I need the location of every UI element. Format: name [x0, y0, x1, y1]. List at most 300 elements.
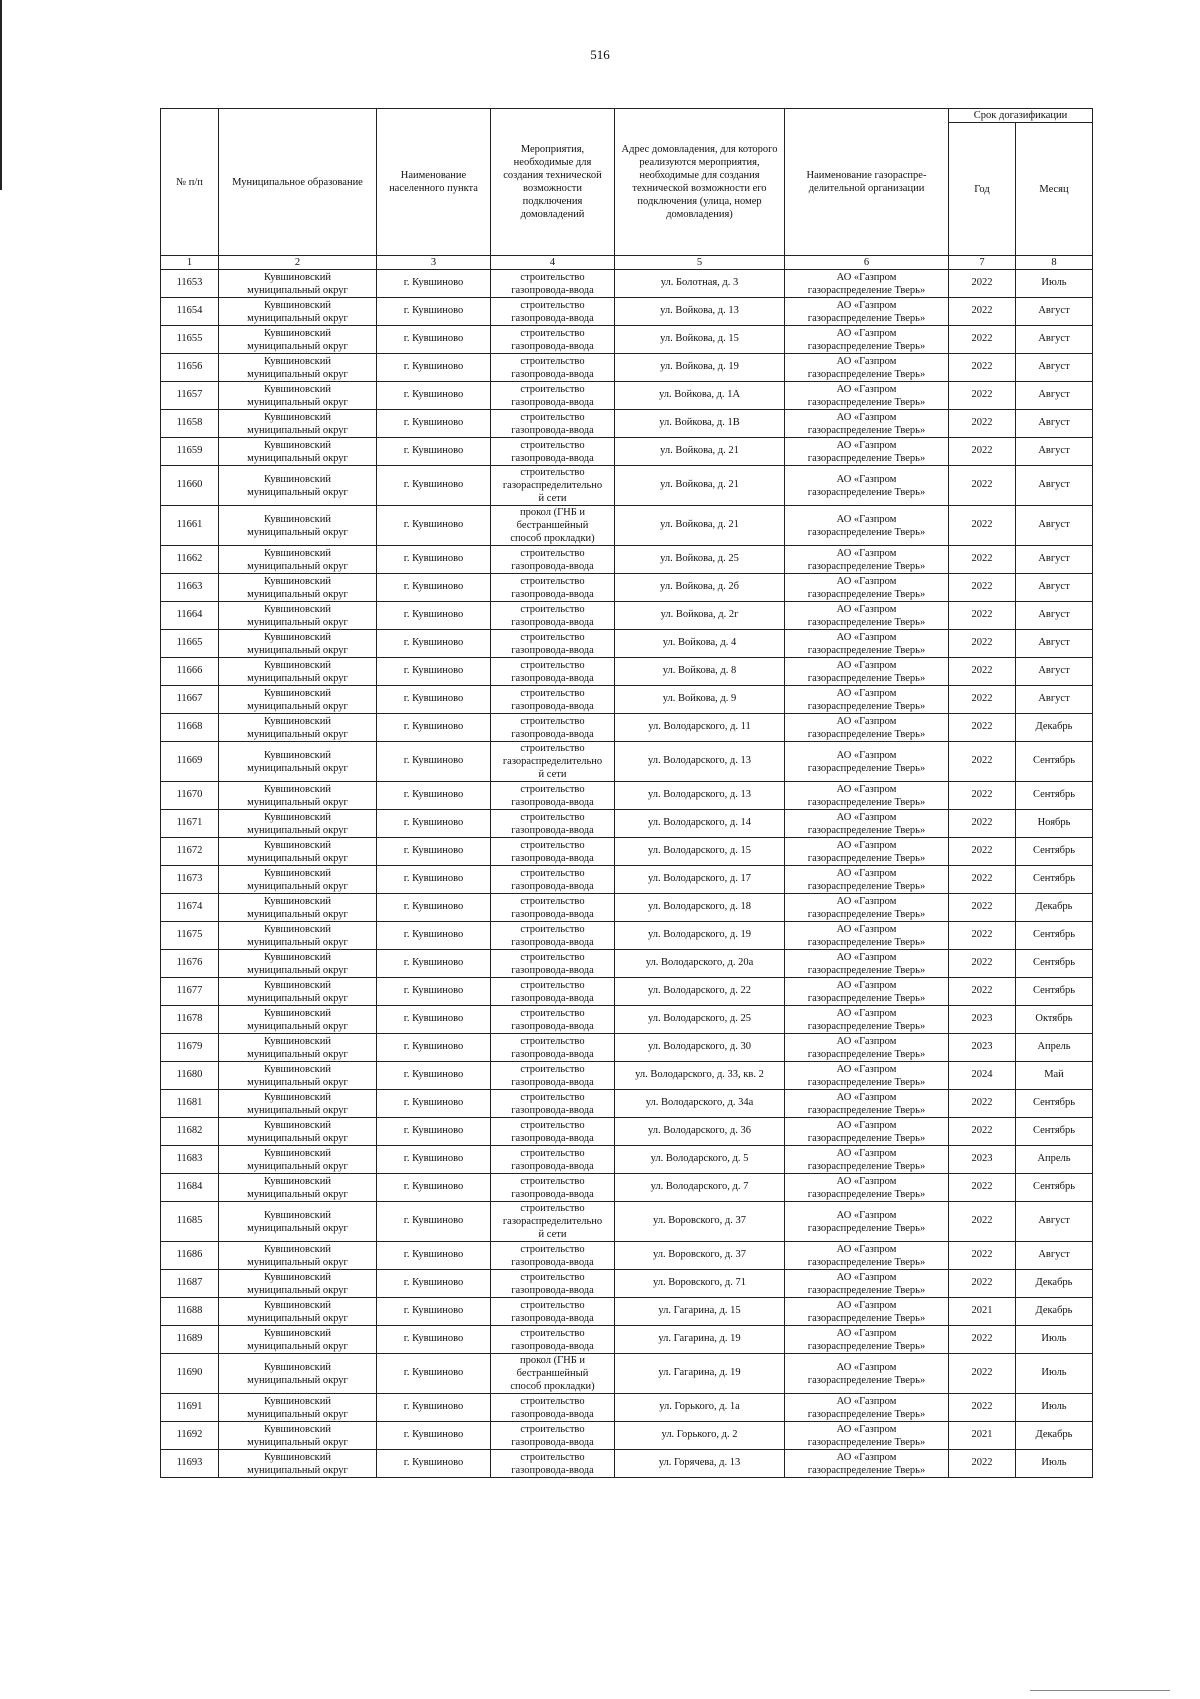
organization-cell-line: газораспределение Тверь»	[807, 1020, 926, 1032]
activity-cell-line: бестраншейный	[516, 1368, 589, 1379]
organization-cell-line: газораспределение Тверь»	[807, 1436, 926, 1448]
month-cell: Август	[1016, 410, 1093, 438]
month-cell: Декабрь	[1016, 1298, 1093, 1326]
organization-cell-line: газораспределение Тверь»	[807, 368, 926, 380]
settlement-cell: г. Кувшиново	[377, 810, 491, 838]
address-cell: ул. Гагарина, д. 15	[615, 1298, 785, 1326]
row-number: 11663	[161, 574, 219, 602]
settlement-cell: г. Кувшиново	[377, 410, 491, 438]
municipality-cell-line: муниципальный округ	[247, 762, 348, 774]
table-row	[161, 1422, 1093, 1450]
organization-cell-line: АО «Газпром	[836, 439, 897, 451]
activity-cell-line: бестраншейный	[516, 520, 589, 531]
row-number: 11688	[161, 1298, 219, 1326]
municipality-cell-line: Кувшиновский	[264, 839, 331, 851]
organization-cell-line: газораспределение Тверь»	[807, 1256, 926, 1268]
settlement-cell: г. Кувшиново	[377, 1270, 491, 1298]
activity-cell-line: строительство	[520, 867, 585, 879]
address-cell: ул. Володарского, д. 25	[615, 1006, 785, 1034]
municipality-cell-line: муниципальный округ	[247, 908, 348, 920]
col-number-6: 6	[785, 256, 949, 270]
activity-cell-line: строительство	[520, 1395, 585, 1407]
municipality-cell	[219, 270, 377, 298]
organization-cell-line: газораспределение Тверь»	[807, 1340, 926, 1352]
table-row	[161, 658, 1093, 686]
table-row	[161, 574, 1093, 602]
settlement-cell: г. Кувшиново	[377, 506, 491, 546]
col-header-settlement: Наименование населенного пункта	[377, 109, 491, 256]
municipality-cell-line: Кувшиновский	[264, 575, 331, 587]
row-number: 11678	[161, 1006, 219, 1034]
organization-cell	[785, 686, 949, 714]
month-cell: Август	[1016, 602, 1093, 630]
municipality-cell	[219, 1242, 377, 1270]
organization-cell-line: газораспределение Тверь»	[807, 728, 926, 740]
activity-cell-line: газопровода-ввода	[511, 1256, 594, 1268]
year-cell: 2022	[949, 326, 1016, 354]
activity-cell-line: строительство	[520, 1327, 585, 1339]
settlement-cell: г. Кувшиново	[377, 1006, 491, 1034]
row-number: 11667	[161, 686, 219, 714]
organization-cell-line: АО «Газпром	[836, 979, 897, 991]
address-cell: ул. Войкова, д. 19	[615, 354, 785, 382]
col-number-4: 4	[491, 256, 615, 270]
municipality-cell-line: Кувшиновский	[264, 1035, 331, 1047]
year-cell: 2022	[949, 410, 1016, 438]
activity-cell-line: строительство	[520, 603, 585, 615]
municipality-cell	[219, 1270, 377, 1298]
municipality-cell-line: Кувшиновский	[264, 411, 331, 423]
activity-cell	[491, 1062, 615, 1090]
address-cell: ул. Войкова, д. 25	[615, 546, 785, 574]
municipality-cell-line: Кувшиновский	[264, 299, 331, 311]
activity-cell-line: строительство	[520, 271, 585, 283]
year-cell: 2022	[949, 382, 1016, 410]
col-header-year: Год	[949, 123, 1016, 256]
organization-cell-line: АО «Газпром	[836, 1361, 897, 1373]
year-cell: 2022	[949, 1354, 1016, 1394]
organization-cell-line: газораспределение Тверь»	[807, 1076, 926, 1088]
activity-cell-line: строительство	[520, 411, 585, 423]
activity-cell-line: газопровода-ввода	[511, 824, 594, 836]
activity-cell	[491, 866, 615, 894]
organization-cell-line: АО «Газпром	[836, 575, 897, 587]
activity-cell-line: газопровода-ввода	[511, 796, 594, 808]
organization-cell	[785, 866, 949, 894]
settlement-cell: г. Кувшиново	[377, 1146, 491, 1174]
organization-cell	[785, 602, 949, 630]
activity-cell-line: газопровода-ввода	[511, 1284, 594, 1296]
col-header-num: № п/п	[161, 109, 219, 256]
organization-cell	[785, 1298, 949, 1326]
settlement-cell: г. Кувшиново	[377, 602, 491, 630]
activity-cell-line: строительство	[520, 547, 585, 559]
activity-cell-line: газопровода-ввода	[511, 1076, 594, 1088]
activity-cell-line: газопровода-ввода	[511, 672, 594, 684]
activity-cell	[491, 1202, 615, 1242]
address-cell: ул. Гагарина, д. 19	[615, 1354, 785, 1394]
activity-cell-line: газопровода-ввода	[511, 728, 594, 740]
activity-cell	[491, 1174, 615, 1202]
month-cell: Декабрь	[1016, 1422, 1093, 1450]
activity-cell-line: строительство	[520, 979, 585, 991]
year-cell: 2022	[949, 1118, 1016, 1146]
month-cell: Ноябрь	[1016, 810, 1093, 838]
municipality-cell-line: Кувшиновский	[264, 439, 331, 451]
municipality-cell-line: Кувшиновский	[264, 513, 331, 525]
table-row	[161, 1394, 1093, 1422]
organization-cell-line: АО «Газпром	[836, 513, 897, 525]
organization-cell	[785, 1394, 949, 1422]
col-header-municipality: Муниципальное образование	[219, 109, 377, 256]
month-cell: Июль	[1016, 1450, 1093, 1478]
settlement-cell: г. Кувшиново	[377, 1450, 491, 1478]
municipality-cell-line: Кувшиновский	[264, 687, 331, 699]
organization-cell-line: АО «Газпром	[836, 1395, 897, 1407]
municipality-cell-line: Кувшиновский	[264, 895, 331, 907]
municipality-cell	[219, 546, 377, 574]
organization-cell-line: АО «Газпром	[836, 1063, 897, 1075]
header-group-row	[161, 109, 1093, 123]
organization-cell	[785, 838, 949, 866]
activity-cell-line: строительство	[520, 923, 585, 935]
address-cell: ул. Володарского, д. 36	[615, 1118, 785, 1146]
activity-cell	[491, 1118, 615, 1146]
year-cell: 2023	[949, 1006, 1016, 1034]
activity-cell-line: газопровода-ввода	[511, 700, 594, 712]
month-cell: Сентябрь	[1016, 1090, 1093, 1118]
organization-cell-line: газораспределение Тверь»	[807, 486, 926, 498]
organization-cell-line: АО «Газпром	[836, 327, 897, 339]
organization-cell	[785, 1270, 949, 1298]
activity-cell-line: газопровода-ввода	[511, 368, 594, 380]
month-cell: Сентябрь	[1016, 1174, 1093, 1202]
settlement-cell: г. Кувшиново	[377, 326, 491, 354]
row-number: 11677	[161, 978, 219, 1006]
organization-cell	[785, 382, 949, 410]
organization-cell-line: газораспределение Тверь»	[807, 1188, 926, 1200]
month-cell: Август	[1016, 326, 1093, 354]
row-number: 11693	[161, 1450, 219, 1478]
year-cell: 2022	[949, 810, 1016, 838]
municipality-cell-line: Кувшиновский	[264, 715, 331, 727]
table-row	[161, 466, 1093, 506]
header-number-row	[161, 256, 1093, 270]
activity-cell-line: газопровода-ввода	[511, 644, 594, 656]
municipality-cell	[219, 326, 377, 354]
municipality-cell-line: муниципальный округ	[247, 284, 348, 296]
organization-cell-line: газораспределение Тверь»	[807, 700, 926, 712]
municipality-cell	[219, 1202, 377, 1242]
month-cell: Июль	[1016, 270, 1093, 298]
month-cell: Сентябрь	[1016, 838, 1093, 866]
month-cell: Сентябрь	[1016, 1118, 1093, 1146]
year-cell: 2022	[949, 466, 1016, 506]
organization-cell-line: АО «Газпром	[836, 839, 897, 851]
settlement-cell: г. Кувшиново	[377, 894, 491, 922]
organization-cell-line: АО «Газпром	[836, 383, 897, 395]
activity-cell	[491, 410, 615, 438]
year-cell: 2022	[949, 742, 1016, 782]
month-cell: Сентябрь	[1016, 866, 1093, 894]
municipality-cell	[219, 602, 377, 630]
activity-cell-line: способ прокладки)	[510, 1381, 595, 1392]
organization-cell	[785, 1006, 949, 1034]
municipality-cell-line: муниципальный округ	[247, 728, 348, 740]
activity-cell	[491, 574, 615, 602]
activity-cell-line: строительство	[520, 327, 585, 339]
table-row	[161, 1298, 1093, 1326]
year-cell: 2022	[949, 506, 1016, 546]
organization-cell	[785, 1354, 949, 1394]
left-edge-rule	[0, 0, 2, 190]
municipality-cell	[219, 1422, 377, 1450]
municipality-cell	[219, 438, 377, 466]
row-number: 11679	[161, 1034, 219, 1062]
settlement-cell: г. Кувшиново	[377, 546, 491, 574]
year-cell: 2022	[949, 782, 1016, 810]
settlement-cell: г. Кувшиново	[377, 1298, 491, 1326]
organization-cell-line: АО «Газпром	[836, 951, 897, 963]
organization-cell-line: газораспределение Тверь»	[807, 936, 926, 948]
activity-cell-line: строительство	[520, 1007, 585, 1019]
municipality-cell-line: Кувшиновский	[264, 923, 331, 935]
activity-cell-line: газопровода-ввода	[511, 908, 594, 920]
activity-cell-line: газораспределительно	[502, 1216, 603, 1227]
address-cell: ул. Воровского, д. 71	[615, 1270, 785, 1298]
settlement-cell: г. Кувшиново	[377, 1242, 491, 1270]
organization-cell	[785, 574, 949, 602]
activity-cell-line: газопровода-ввода	[511, 340, 594, 352]
activity-cell-line: газопровода-ввода	[511, 424, 594, 436]
month-cell: Август	[1016, 630, 1093, 658]
activity-cell-line: й сети	[538, 769, 567, 780]
row-number: 11691	[161, 1394, 219, 1422]
table-row	[161, 1326, 1093, 1354]
activity-cell-line: строительство	[520, 355, 585, 367]
organization-cell-line: газораспределение Тверь»	[807, 1284, 926, 1296]
year-cell: 2022	[949, 950, 1016, 978]
organization-cell	[785, 1034, 949, 1062]
col-number-8: 8	[1016, 256, 1093, 270]
organization-cell	[785, 922, 949, 950]
year-cell: 2021	[949, 1422, 1016, 1450]
row-number: 11662	[161, 546, 219, 574]
activity-cell	[491, 354, 615, 382]
municipality-cell-line: муниципальный округ	[247, 964, 348, 976]
activity-cell-line: газопровода-ввода	[511, 560, 594, 572]
activity-cell	[491, 546, 615, 574]
table-row	[161, 810, 1093, 838]
settlement-cell: г. Кувшиново	[377, 1062, 491, 1090]
activity-cell-line: газопровода-ввода	[511, 452, 594, 464]
activity-cell	[491, 466, 615, 506]
activity-cell-line: газопровода-ввода	[511, 588, 594, 600]
activity-cell	[491, 1326, 615, 1354]
municipality-cell-line: Кувшиновский	[264, 1007, 331, 1019]
municipality-cell	[219, 1450, 377, 1478]
settlement-cell: г. Кувшиново	[377, 382, 491, 410]
activity-cell-line: газопровода-ввода	[511, 396, 594, 408]
municipality-cell-line: Кувшиновский	[264, 867, 331, 879]
activity-cell-line: строительство	[520, 299, 585, 311]
address-cell: ул. Гагарина, д. 19	[615, 1326, 785, 1354]
municipality-cell-line: муниципальный округ	[247, 992, 348, 1004]
year-cell: 2022	[949, 922, 1016, 950]
activity-cell	[491, 1422, 615, 1450]
row-number: 11673	[161, 866, 219, 894]
row-number: 11669	[161, 742, 219, 782]
municipality-cell	[219, 950, 377, 978]
organization-cell-line: АО «Газпром	[836, 411, 897, 423]
row-number: 11659	[161, 438, 219, 466]
municipality-cell-line: муниципальный округ	[247, 1374, 348, 1386]
organization-cell	[785, 298, 949, 326]
table-row	[161, 1034, 1093, 1062]
settlement-cell: г. Кувшиново	[377, 782, 491, 810]
address-cell: ул. Горячева, д. 13	[615, 1450, 785, 1478]
organization-cell-line: АО «Газпром	[836, 1423, 897, 1435]
organization-cell-line: АО «Газпром	[836, 1327, 897, 1339]
activity-cell-line: строительство	[520, 783, 585, 795]
row-number: 11672	[161, 838, 219, 866]
table-row	[161, 1202, 1093, 1242]
table-row	[161, 1118, 1093, 1146]
activity-cell-line: газопровода-ввода	[511, 284, 594, 296]
settlement-cell: г. Кувшиново	[377, 866, 491, 894]
activity-cell	[491, 950, 615, 978]
settlement-cell: г. Кувшиново	[377, 658, 491, 686]
settlement-cell: г. Кувшиново	[377, 1202, 491, 1242]
municipality-cell	[219, 1006, 377, 1034]
activity-cell-line: строительство	[520, 659, 585, 671]
organization-cell	[785, 546, 949, 574]
activity-cell-line: строительство	[520, 1119, 585, 1131]
table-row	[161, 686, 1093, 714]
month-cell: Август	[1016, 382, 1093, 410]
col-number-5: 5	[615, 256, 785, 270]
organization-cell	[785, 714, 949, 742]
month-cell: Август	[1016, 686, 1093, 714]
activity-cell	[491, 1242, 615, 1270]
municipality-cell-line: муниципальный округ	[247, 824, 348, 836]
activity-cell	[491, 1270, 615, 1298]
organization-cell-line: газораспределение Тверь»	[807, 644, 926, 656]
activity-cell	[491, 326, 615, 354]
organization-cell	[785, 1118, 949, 1146]
organization-cell	[785, 1146, 949, 1174]
month-cell: Декабрь	[1016, 714, 1093, 742]
organization-cell-line: газораспределение Тверь»	[807, 1132, 926, 1144]
settlement-cell: г. Кувшиново	[377, 1174, 491, 1202]
year-cell: 2022	[949, 1090, 1016, 1118]
municipality-cell-line: муниципальный округ	[247, 340, 348, 352]
month-cell: Август	[1016, 546, 1093, 574]
municipality-cell-line: Кувшиновский	[264, 603, 331, 615]
table-row	[161, 714, 1093, 742]
row-number: 11683	[161, 1146, 219, 1174]
table-row	[161, 1270, 1093, 1298]
address-cell: ул. Володарского, д. 13	[615, 742, 785, 782]
year-cell: 2022	[949, 1202, 1016, 1242]
table-row	[161, 1090, 1093, 1118]
settlement-cell: г. Кувшиново	[377, 714, 491, 742]
year-cell: 2022	[949, 1174, 1016, 1202]
activity-cell-line: газопровода-ввода	[511, 1132, 594, 1144]
municipality-cell	[219, 1062, 377, 1090]
table-row	[161, 978, 1093, 1006]
municipality-cell	[219, 1146, 377, 1174]
settlement-cell: г. Кувшиново	[377, 978, 491, 1006]
organization-cell-line: АО «Газпром	[836, 659, 897, 671]
year-cell: 2022	[949, 866, 1016, 894]
organization-cell-line: АО «Газпром	[836, 299, 897, 311]
municipality-cell	[219, 1326, 377, 1354]
organization-cell	[785, 1090, 949, 1118]
activity-cell	[491, 782, 615, 810]
municipality-cell-line: муниципальный округ	[247, 1048, 348, 1060]
settlement-cell: г. Кувшиново	[377, 1118, 491, 1146]
organization-cell-line: газораспределение Тверь»	[807, 992, 926, 1004]
organization-cell	[785, 894, 949, 922]
municipality-cell	[219, 838, 377, 866]
month-cell: Август	[1016, 298, 1093, 326]
municipality-cell-line: муниципальный округ	[247, 1284, 348, 1296]
address-cell: ул. Володарского, д. 11	[615, 714, 785, 742]
organization-cell	[785, 1202, 949, 1242]
municipality-cell-line: Кувшиновский	[264, 473, 331, 485]
year-cell: 2022	[949, 838, 1016, 866]
municipality-cell-line: муниципальный округ	[247, 1256, 348, 1268]
table-row	[161, 546, 1093, 574]
table-row	[161, 506, 1093, 546]
settlement-cell: г. Кувшиново	[377, 1326, 491, 1354]
activity-cell-line: газопровода-ввода	[511, 1340, 594, 1352]
settlement-cell: г. Кувшиново	[377, 630, 491, 658]
organization-cell	[785, 1062, 949, 1090]
address-cell: ул. Войкова, д. 13	[615, 298, 785, 326]
activity-cell-line: й сети	[538, 493, 567, 504]
row-number: 11666	[161, 658, 219, 686]
municipality-cell-line: муниципальный округ	[247, 1312, 348, 1324]
organization-cell-line: газораспределение Тверь»	[807, 824, 926, 836]
organization-cell-line: газораспределение Тверь»	[807, 526, 926, 538]
address-cell: ул. Володарского, д. 19	[615, 922, 785, 950]
organization-cell-line: газораспределение Тверь»	[807, 852, 926, 864]
activity-cell-line: способ прокладки)	[510, 533, 595, 544]
table-row	[161, 866, 1093, 894]
organization-cell-line: газораспределение Тверь»	[807, 312, 926, 324]
organization-cell-line: АО «Газпром	[836, 1451, 897, 1463]
settlement-cell: г. Кувшиново	[377, 1090, 491, 1118]
year-cell: 2022	[949, 270, 1016, 298]
row-number: 11685	[161, 1202, 219, 1242]
municipality-cell-line: муниципальный округ	[247, 1104, 348, 1116]
activity-cell-line: строительство	[520, 895, 585, 907]
organization-cell-line: газораспределение Тверь»	[807, 964, 926, 976]
table-row	[161, 602, 1093, 630]
activity-cell	[491, 810, 615, 838]
organization-cell-line: газораспределение Тверь»	[807, 1374, 926, 1386]
organization-cell	[785, 326, 949, 354]
year-cell: 2022	[949, 438, 1016, 466]
activity-cell-line: строительство	[520, 1271, 585, 1283]
col-header-month: Месяц	[1016, 123, 1093, 256]
table-row	[161, 950, 1093, 978]
activity-cell-line: прокол (ГНБ и	[519, 507, 586, 518]
address-cell: ул. Воровского, д. 37	[615, 1242, 785, 1270]
municipality-cell	[219, 506, 377, 546]
